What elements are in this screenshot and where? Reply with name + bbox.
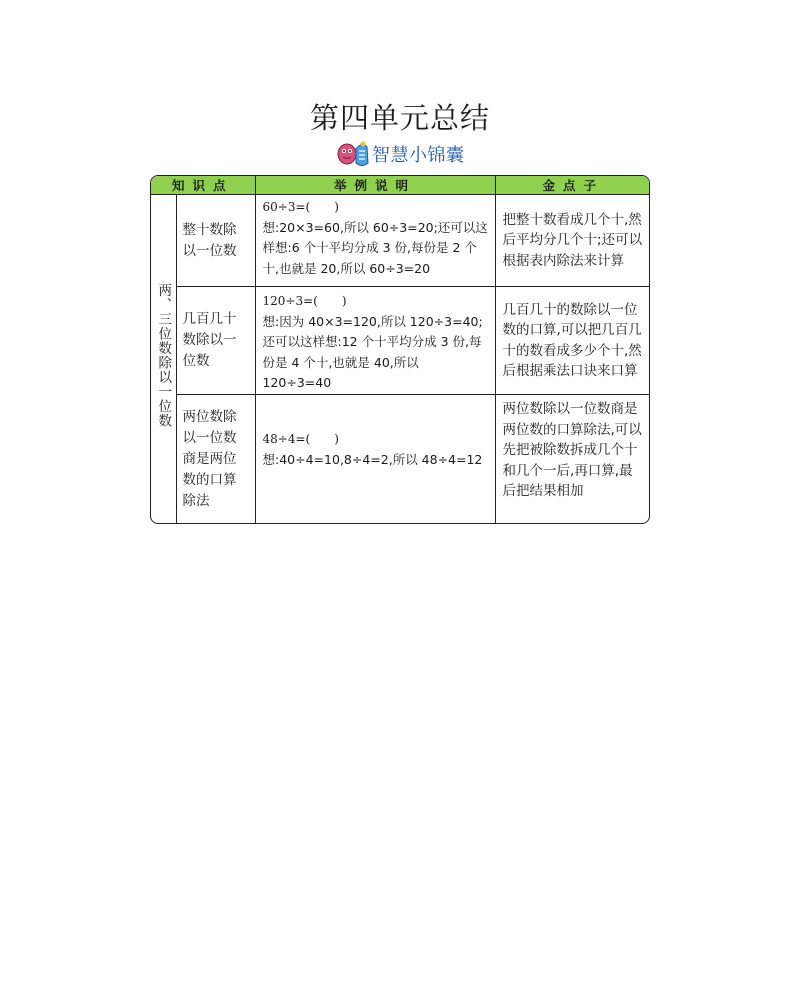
example-cell xyxy=(255,287,495,395)
tip-cell: 两位数除以一位数商是两位数的口算除法,可以先把被除数拆成几个十和几个一后,再口算,最后把结果相加 xyxy=(502,401,642,499)
example-body: 想:20×3=60,所以 60÷3=20;还可以这样想:6 个十平均分成 3 份,每份是 2 个十,也就是 20,所以 60÷3=20 xyxy=(262,219,488,276)
example-cell xyxy=(255,395,495,525)
tip-cell: 几百几十的数除以一位数的口算,可以把几百几十的数看成多少个十,然后根据乘法口诀来口算 xyxy=(495,287,650,395)
example-body: 想:40÷4=10,8÷4=2,所以 48÷4=12 xyxy=(262,451,483,467)
example-prompt: 120÷3=( ) xyxy=(262,294,347,308)
category-label: 两、三位数除以一位数 xyxy=(155,283,172,429)
table-row xyxy=(151,395,650,525)
example-cell xyxy=(255,195,495,287)
summary-table xyxy=(150,175,650,524)
table-row xyxy=(151,195,650,287)
example-prompt: 60÷3=( ) xyxy=(262,200,339,214)
header-knowledge-point: 知识点 xyxy=(151,176,255,195)
section-badge xyxy=(336,137,465,171)
header-golden-tip: 金点子 xyxy=(495,176,650,195)
example-prompt: 48÷4=( ) xyxy=(262,432,339,446)
page-title: 第四单元总结 xyxy=(309,101,490,135)
example-body: 想:因为 40×3=120,所以 120÷3=40;还可以这样想:12 个十平均分成 3 份,每份是 4 个十,也就是 40,所以 120÷3=40 xyxy=(262,313,483,390)
topic-cell: 几百几十数除以一位数 xyxy=(176,287,255,395)
tip-cell: 把整十数看成几个十,然后平均分几个十;还可以根据表内除法来计算 xyxy=(495,195,650,287)
topic-cell: 两位数除以一位数商是两位数的口算除法 xyxy=(176,395,255,525)
section-title: 智慧小锦囊 xyxy=(372,145,465,166)
header-example: 举例说明 xyxy=(255,176,495,195)
table-row xyxy=(151,287,650,395)
category-cell xyxy=(151,195,176,525)
mascot-icon xyxy=(336,137,372,171)
topic-cell: 整十数除以一位数 xyxy=(176,195,255,287)
